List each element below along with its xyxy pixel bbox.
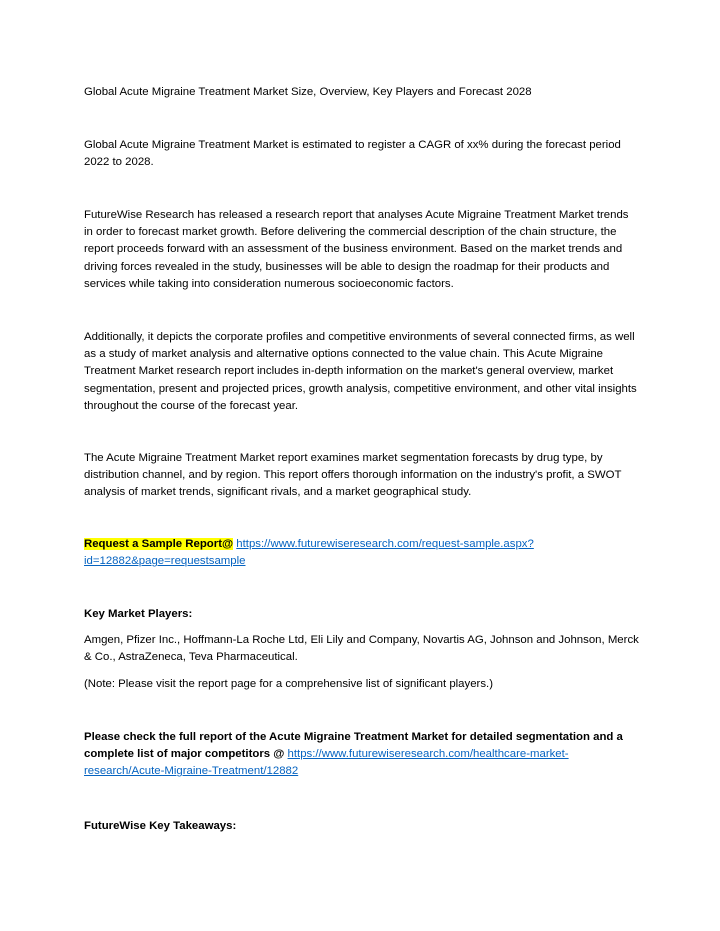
sample-request-link[interactable]: https://www.futurewiseresearch.com/request-sample.aspx?id=12882&page=requestsample	[84, 538, 534, 568]
body-paragraph-2: Additionally, it depicts the corporate profiles and competitive environments of several connected firms, as well as a study of market analysis and alternative options connected to the value chain. This Acute Migraine Treatment Market research report includes in-depth information on the market's general overview, market segmentation, present and projected prices, growth analysis, competitive environment, and other vital insights throughout the course of the forecast year.	[84, 331, 637, 412]
sample-request	[84, 536, 640, 570]
document-title: Global Acute Migraine Treatment Market Size, Overview, Key Players and Forecast 2028	[84, 86, 532, 98]
sample-request-label: Request a Sample Report@	[84, 538, 234, 550]
body-paragraph-1: FutureWise Research has released a research report that analyses Acute Migraine Treatment Market trends in order to forecast market growth. Before delivering the commercial description of the chain structure, the report proceeds forward with an assessment of the business environment. Based on the market trends and driving forces revealed in the study, businesses will be able to design the roadmap for their products and services while taking into consideration numerous socioeconomic factors.	[84, 209, 629, 290]
full-report-text: Please check the full report of the Acute Migraine Treatment Market for detailed segmentation and a complete list of major competitors @	[84, 731, 623, 761]
document-page	[84, 0, 640, 931]
key-players-heading: Key Market Players:	[84, 608, 193, 620]
full-report-link[interactable]: https://www.futurewiseresearch.com/healthcare-market-research/Acute-Migraine-Treatment/12882	[84, 748, 569, 778]
intro-paragraph: Global Acute Migraine Treatment Market is estimated to register a CAGR of xx% during the forecast period 2022 to 2028.	[84, 139, 621, 169]
takeaways-heading: FutureWise Key Takeaways:	[84, 820, 237, 832]
key-players-note: (Note: Please visit the report page for a comprehensive list of significant players.)	[84, 678, 493, 690]
full-report-callout	[84, 729, 640, 781]
body-paragraph-3: The Acute Migraine Treatment Market report examines market segmentation forecasts by drug type, by distribution channel, and by region. This report offers thorough information on the industry's profit, a SWOT analysis of market trends, significant rivals, and a market geographical study.	[84, 452, 622, 499]
key-players-list: Amgen, Pfizer Inc., Hoffmann-La Roche Ltd, Eli Lily and Company, Novartis AG, Johnson and Johnson, Merck & Co., AstraZeneca, Teva Pharmaceutical.	[84, 634, 639, 664]
